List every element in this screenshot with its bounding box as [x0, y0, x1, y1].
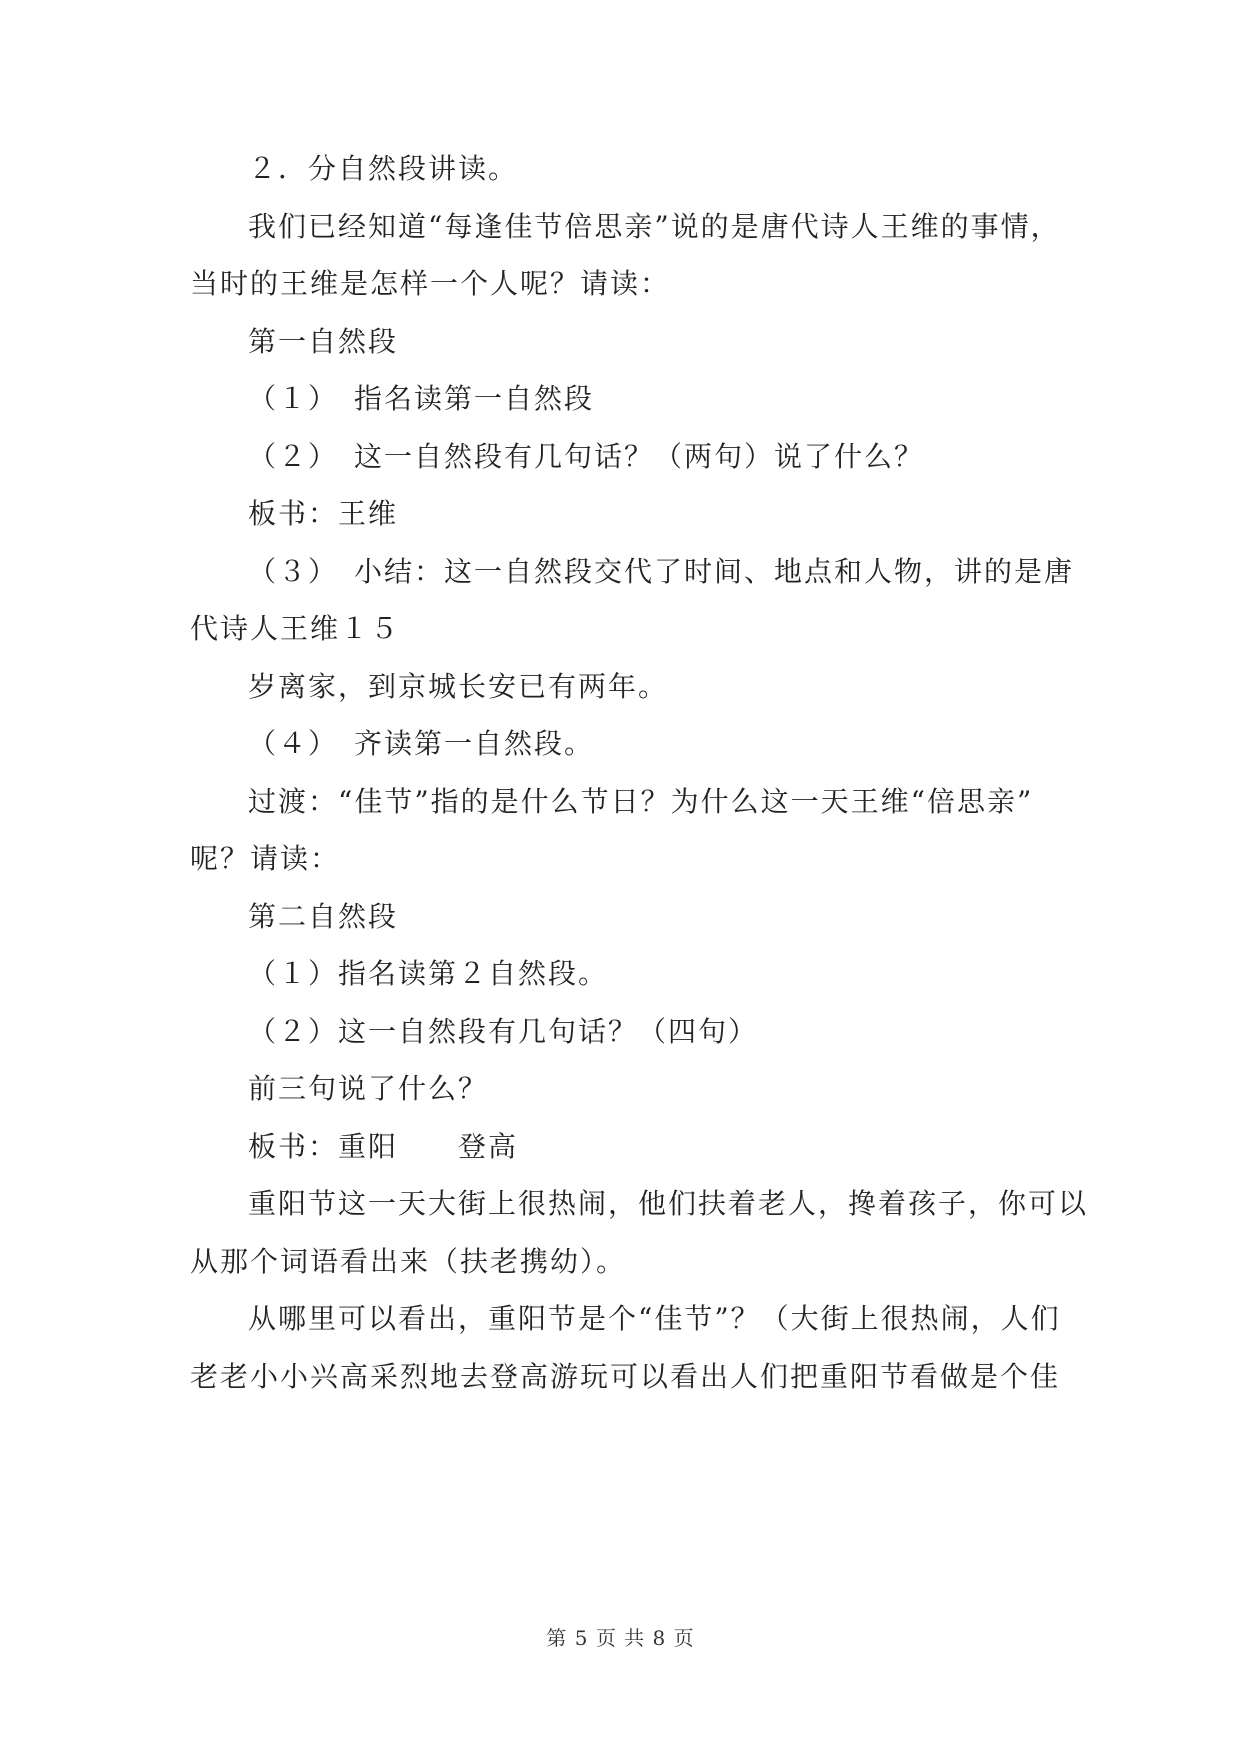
- text-line: 过渡：“佳节”指的是什么节日？为什么这一天王维“倍思亲”: [248, 785, 1034, 818]
- text-line: 岁离家，到京城长安已有两年。: [248, 670, 669, 703]
- text-line: 板书：王维: [248, 497, 399, 530]
- text-line: 当时的王维是怎样一个人呢？请读：: [190, 267, 671, 300]
- text-line: 代诗人王维１５: [190, 612, 401, 645]
- text-line: （３） 小结：这一自然段交代了时间、地点和人物，讲的是唐: [248, 555, 1075, 588]
- text-line: 板书：重阳 登高: [248, 1130, 519, 1163]
- text-line: （２） 这一自然段有几句话？（两句）说了什么？: [248, 440, 925, 473]
- text-line: 第二自然段: [248, 900, 399, 933]
- text-line: 从哪里可以看出，重阳节是个“佳节”？（大街上很热闹，人们: [248, 1302, 1061, 1335]
- text-line: 前三句说了什么？: [248, 1072, 489, 1105]
- page-footer: 第 5 页 共 8 页: [546, 1626, 695, 1650]
- text-line: 重阳节这一天大街上很热闹，他们扶着老人，搀着孩子，你可以: [248, 1187, 1089, 1220]
- text-line: （２）这一自然段有几句话？（四句）: [248, 1015, 759, 1048]
- text-line: 我们已经知道“每逢佳节倍思亲”说的是唐代诗人王维的事情，: [248, 210, 1061, 243]
- text-line: 第一自然段: [248, 325, 399, 358]
- text-line: 呢？请读：: [190, 842, 341, 875]
- text-line: （１）指名读第２自然段。: [248, 957, 609, 990]
- text-line: 老老小小兴高采烈地去登高游玩可以看出人们把重阳节看做是个佳: [190, 1360, 1061, 1393]
- text-line: （４） 齐读第一自然段。: [248, 727, 595, 760]
- text-line: （１） 指名读第一自然段: [248, 382, 595, 415]
- text-line: ２．分自然段讲读。: [248, 152, 519, 185]
- text-line: 从那个词语看出来（扶老携幼）。: [190, 1245, 627, 1278]
